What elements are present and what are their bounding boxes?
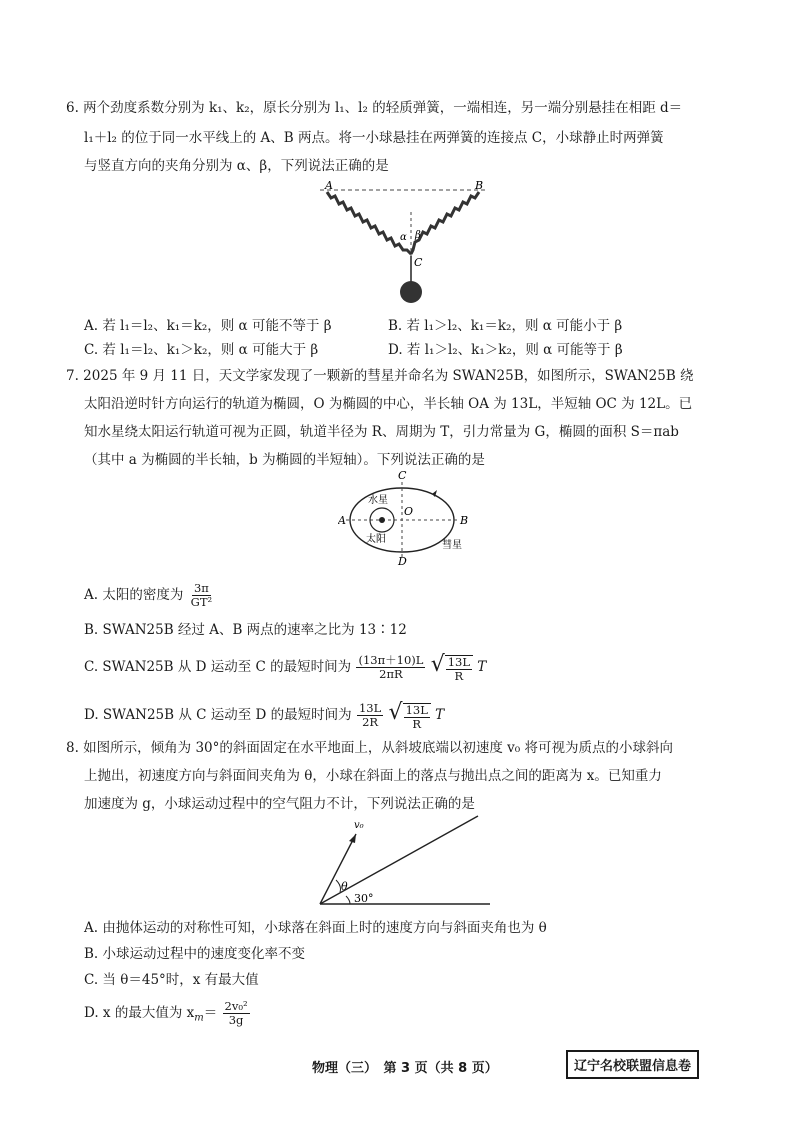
q7-sun [379,517,385,523]
q7-option-d-denominator: 2R [362,715,379,729]
q8-label-30deg: 30° [354,892,374,905]
q8-stem-line1: 8. 如图所示，倾角为 30°的斜面固定在水平地面上，从斜坡底端以初速度 v₀ 将可视为质点的小球斜向 [66,740,674,756]
q7-option-c-fraction [356,654,425,681]
q6-option-d: D. 若 l₁＞l₂、k₁＞k₂，则 α 可能等于 β [388,342,623,358]
q7-option-c-numerator: (13π＋10)L [358,653,424,667]
q7-option-c-sqrt: √ $\frac{13L}{R}$ [431,652,473,683]
q8-option-d-equals: ＝ [203,1005,218,1021]
q7-option-c-radicand-num: 13L [447,655,470,669]
q6-ball [400,281,422,303]
q7-orbit-figure [338,468,478,566]
q6-stem-line3: 与竖直方向的夹角分别为 α、β，下列说法正确的是 [84,158,389,174]
q8-option-d-subscript: m [194,1012,204,1024]
q7-option-c-denominator: 2πR [379,667,403,681]
q7-stem-line1: 7. 2025 年 9 月 11 日，天文学家发现了一颗新的彗星并命名为 SWAN25B，如图所示，SWAN25B 绕 [66,368,694,384]
exam-source-tag: 辽宁名校联盟信息卷 [566,1050,699,1079]
q7-label-sun: 太阳 [366,534,386,545]
q6-spring-left [327,192,411,254]
page-footer: 物理（三） 第 3 页（共 8 页） [312,1061,498,1076]
q8-theta-arc [336,880,341,892]
q7-option-d-period: T [435,707,445,723]
q6-label-C: C [414,256,423,269]
q7-option-d-radicand-num: 13L [405,703,428,717]
q7-label-A: A [338,514,346,527]
q7-option-b: B. SWAN25B 经过 A、B 两点的速率之比为 13∶12 [84,622,407,638]
q7-option-d [84,700,444,731]
q6-stem-line2: l₁＋l₂ 的位于同一水平线上的 A、B 两点。将一小球悬挂在两弹簧的连接点 C，小球静止时两弹簧 [84,130,664,146]
q6-spring-right [411,192,479,254]
q7-label-mercury: 水星 [368,495,388,506]
q7-option-a [84,582,215,609]
q8-stem-line2: 上抛出，初速度方向与斜面间夹角为 θ，小球在斜面上的落点与抛出点之间的距离为 x。已知重力 [84,768,662,784]
q8-option-c: C. 当 θ＝45°时，x 有最大值 [84,972,259,988]
q7-option-c-radicand-den: R [454,669,464,683]
q6-label-alpha: α [400,232,407,243]
q8-option-d-fraction [223,1000,250,1027]
q8-arrowhead [349,834,356,843]
q6-option-b: B. 若 l₁＞l₂、k₁＝k₂，则 α 可能小于 β [388,318,623,334]
q7-option-a-text: A. 太阳的密度为 [84,587,184,603]
q8-incline-figure [310,812,510,912]
q7-label-D: D [398,555,407,566]
q7-label-C: C [398,469,407,482]
q7-stem-line4: （其中 a 为椭圆的半长轴，b 为椭圆的半短轴）。下列说法正确的是 [84,452,485,468]
q8-30deg-arc [346,896,350,904]
q6-label-A: A [325,179,333,192]
q8-option-b: B. 小球运动过程中的速度变化率不变 [84,946,306,962]
q8-option-d-denominator: 3g [228,1013,244,1027]
q7-option-a-denominator: GT² [190,595,213,609]
q7-option-d-text: D. SWAN25B 从 C 运动至 D 的最短时间为 [84,707,352,723]
q8-option-d-text: D. x 的最大值为 x [84,1005,195,1021]
q8-label-v0: v₀ [354,820,364,831]
q8-option-a: A. 由抛体运动的对称性可知，小球落在斜面上时的速度方向与斜面夹角也为 θ [84,920,547,936]
q8-stem-line3: 加速度为 g，小球运动过程中的空气阻力不计，下列说法正确的是 [84,796,475,812]
q6-label-beta: β [415,230,421,241]
q7-label-O: O [404,505,414,518]
q6-stem-line1: 6. 两个劲度系数分别为 k₁、k₂，原长分别为 l₁、l₂ 的轻质弹簧，一端相连，另一端分别悬挂在相距 d＝ [66,100,683,116]
q8-option-d-numerator: 2v₀² [224,999,248,1013]
q7-option-a-fraction [189,582,214,609]
q8-label-theta: θ [341,880,348,893]
q7-option-c [84,652,486,683]
q7-option-d-sqrt: √ $\frac{13L}{R}$ [389,700,431,731]
q7-option-c-period: T [477,659,487,675]
q7-option-d-fraction [357,702,383,729]
q6-option-a: A. 若 l₁＝l₂、k₁＝k₂，则 α 可能不等于 β [84,318,332,334]
q7-option-d-numerator: 13L [358,701,382,715]
q7-option-a-numerator: 3π [193,581,209,595]
q6-option-c: C. 若 l₁＝l₂、k₁＞k₂，则 α 可能大于 β [84,342,319,358]
q8-option-d [84,1000,251,1029]
q7-label-comet: 彗星 [442,540,462,551]
q7-label-B: B [460,514,469,527]
q7-stem-line2: 太阳沿逆时针方向运行的轨道为椭圆，O 为椭圆的中心，半长轴 OA 为 13L，半短轴 OC 为 12L。已 [84,396,693,412]
q6-spring-figure [315,178,495,308]
q7-option-d-radicand-den: R [412,717,422,731]
q7-stem-line3: 知水星绕太阳运行轨道可视为正圆，轨道半径为 R、周期为 T，引力常量为 G，椭圆的面积 S＝πab [84,424,679,440]
q6-label-B: B [475,179,484,192]
q7-option-c-text: C. SWAN25B 从 D 运动至 C 的最短时间为 [84,659,352,675]
